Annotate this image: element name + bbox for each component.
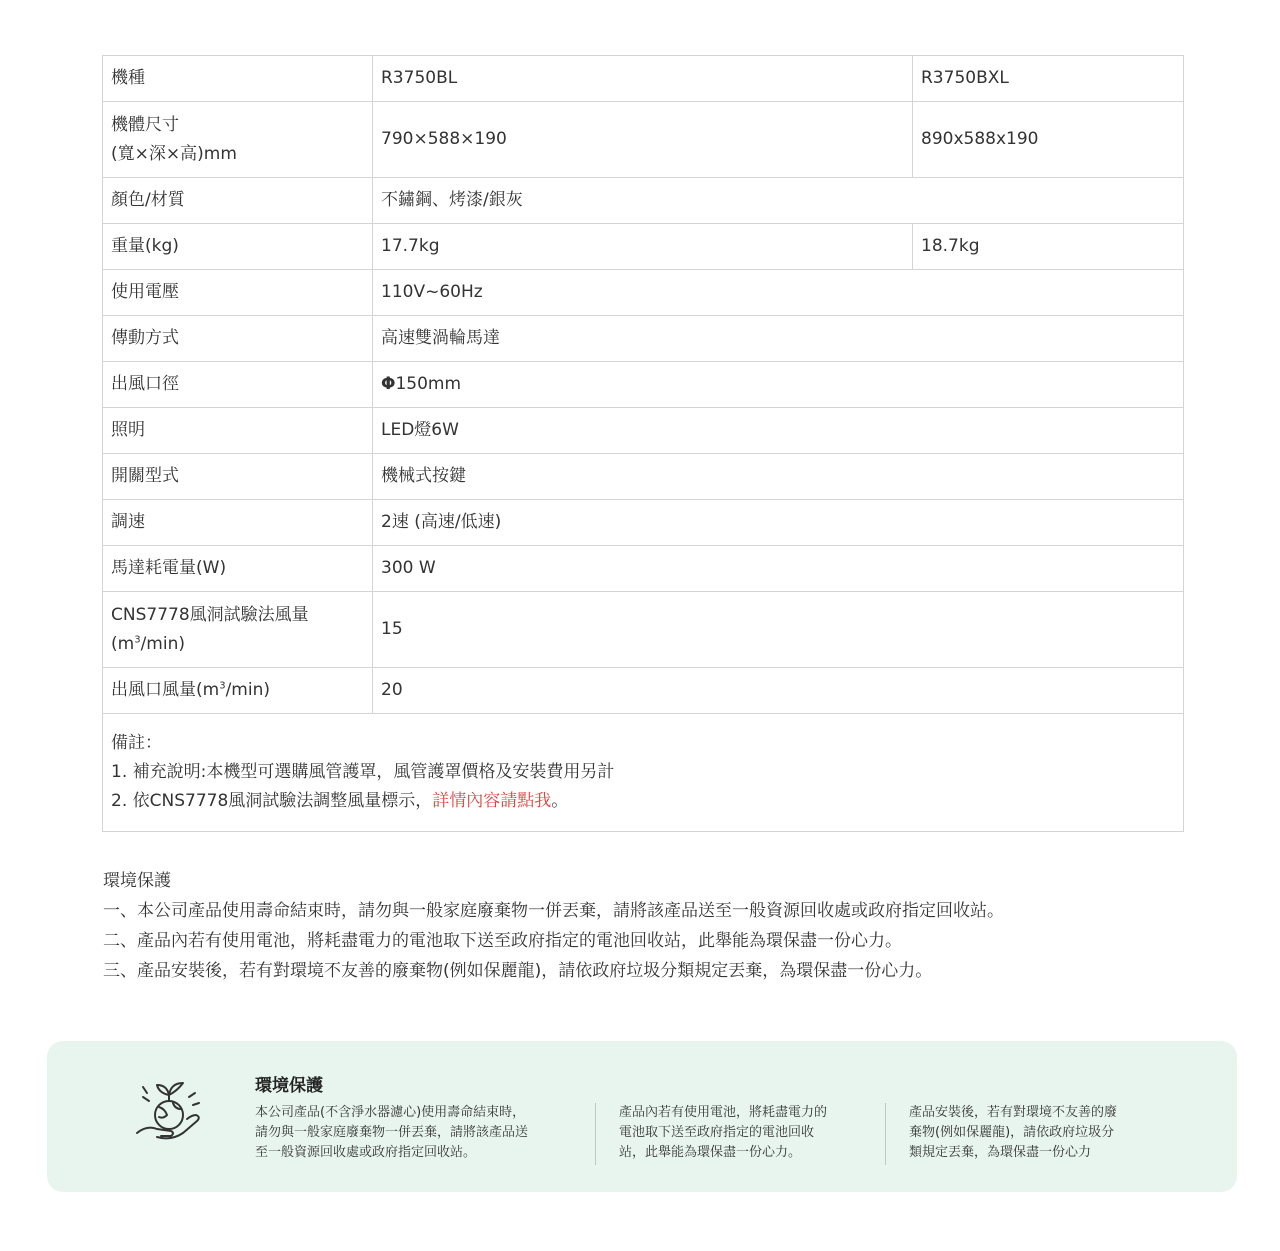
spec-label: 出風口風量$(m^3/\min)$ [103, 668, 373, 714]
spec-value: 20 [373, 668, 1184, 714]
spec-label: 機體尺寸 (寬×深×高)mm [103, 102, 373, 178]
notes-line-1: 1. 補充說明:本機型可選購風管護罩，風管護罩價格及安裝費用另計 [111, 762, 615, 782]
spec-label: 傳動方式 [103, 316, 373, 362]
spec-label: 開關型式 [103, 454, 373, 500]
spec-row-speed [103, 500, 1184, 546]
spec-label: 使用電壓 [103, 270, 373, 316]
notes-title: 備註： [111, 733, 162, 753]
spec-label: 出風口徑 [103, 362, 373, 408]
spec-label: 調速 [103, 500, 373, 546]
banner-column-2: 產品內若有使用電池，將耗盡電力的 電池取下送至政府指定的電池回收 站，此舉能為環保盡一份心力。 [619, 1105, 828, 1160]
spec-value: R3750BXL [913, 56, 1184, 102]
spec-row-color [103, 178, 1184, 224]
environment-line: 三、產品安裝後，若有對環境不友善的廢棄物(例如保麗龍)，請依政府垃圾分類規定丟棄，為環保盡一份心力。 [103, 961, 933, 981]
spec-row-cns [103, 592, 1184, 668]
phi-symbol: Φ [381, 374, 396, 394]
spec-value: 不鏽鋼、烤漆/銀灰 [373, 178, 1184, 224]
environment-line: 二、產品內若有使用電池，將耗盡電力的電池取下送至政府指定的電池回收站，此舉能為環保盡一份心力。 [103, 931, 902, 951]
spec-label: 顏色/材質 [103, 178, 373, 224]
environment-banner [47, 1041, 1237, 1192]
spec-table [102, 55, 1184, 832]
spec-value: LED燈6W [373, 408, 1184, 454]
notes-line-2: 2. 依CNS7778風洞試驗法調整風量標示，詳情內容請點我。 [111, 791, 569, 811]
spec-row-switch [103, 454, 1184, 500]
spec-row-airflow [103, 668, 1184, 714]
divider [885, 1103, 886, 1165]
spec-value: 17.7kg [373, 224, 913, 270]
recycle-hand-globe-icon [129, 1071, 209, 1151]
spec-value: 790×588×190 [373, 102, 913, 178]
spec-value: 110V~60Hz [373, 270, 1184, 316]
spec-value: Φ150mm [373, 362, 1184, 408]
spec-value: 機械式按鍵 [373, 454, 1184, 500]
spec-value: 300 W [373, 546, 1184, 592]
spec-row-outlet [103, 362, 1184, 408]
spec-value: 高速雙渦輪馬達 [373, 316, 1184, 362]
environment-title: 環境保護 [103, 871, 171, 891]
spec-value: 18.7kg [913, 224, 1184, 270]
spec-row-light [103, 408, 1184, 454]
spec-value: 890x588x190 [913, 102, 1184, 178]
spec-value: R3750BL [373, 56, 913, 102]
spec-row-voltage [103, 270, 1184, 316]
spec-notes [103, 714, 1184, 832]
divider [595, 1103, 596, 1165]
spec-row-power [103, 546, 1184, 592]
spec-row-model [103, 56, 1184, 102]
spec-label: 照明 [103, 408, 373, 454]
spec-row-weight [103, 224, 1184, 270]
banner-title: 環境保護 [255, 1076, 323, 1096]
details-link[interactable]: 詳情內容請點我 [432, 791, 552, 811]
spec-label: 機種 [103, 56, 373, 102]
spec-value: 15 [373, 592, 1184, 668]
banner-column-1: 本公司產品(不含淨水器濾心)使用壽命結束時， 請勿與一般家庭廢棄物一併丟棄，請將該產品送 至一般資源回收處或政府指定回收站。 [255, 1105, 529, 1160]
spec-label: 重量(kg) [103, 224, 373, 270]
spec-value: 2速 (高速/低速) [373, 500, 1184, 546]
spec-row-size [103, 102, 1184, 178]
spec-label: 馬達耗電量(W) [103, 546, 373, 592]
environment-section [103, 866, 1223, 986]
environment-line: 一、本公司產品使用壽命結束時，請勿與一般家庭廢棄物一併丟棄，請將該產品送至一般資源回收處或政府指定回收站。 [103, 901, 1004, 921]
spec-row-notes [103, 714, 1184, 832]
banner-column-3: 產品安裝後，若有對環境不友善的廢 棄物(例如保麗龍)，請依政府垃圾分 類規定丟棄，為環保盡一份心力 [909, 1105, 1118, 1160]
spec-label: CNS7778風洞試驗法風量 $(m^3/\min)$ [103, 592, 373, 668]
spec-row-drive [103, 316, 1184, 362]
